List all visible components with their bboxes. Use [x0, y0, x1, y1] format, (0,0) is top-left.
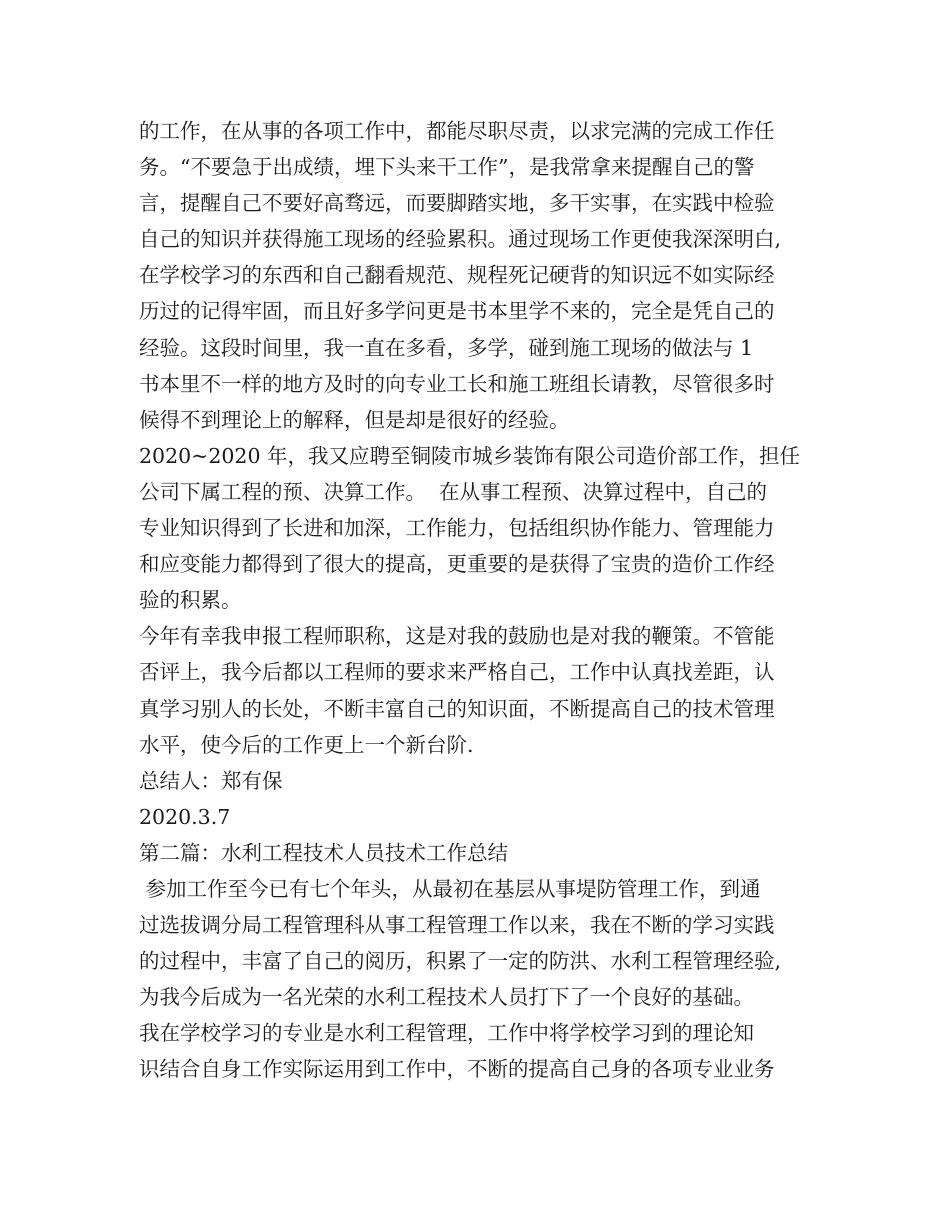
text-line: 公司下属工程的预、决算工作。 在从事工程预、决算过程中，自己的 — [139, 479, 768, 504]
text-line: 过选拔调分局工程管理科从事工程管理工作以来，我在不断的学习实践 — [139, 913, 775, 938]
text-line: 的过程中，丰富了自己的阅历，积累了一定的防洪、水利工程管理经验, — [139, 949, 782, 974]
text-line: 为我今后成为一名光荣的水利工程技术人员打下了一个良好的基础。 — [139, 985, 754, 1010]
text-line: 和应变能力都得到了很大的提高，更重要的是获得了宝贵的造价工作经 — [139, 552, 775, 577]
text-line: 在学校学习的东西和自己翻看规范、规程死记硬背的知识远不如实际经 — [139, 263, 775, 288]
text-line: 的工作，在从事的各项工作中，都能尽职尽责，以求完满的完成工作任 — [139, 119, 775, 143]
text-line: 2020~2020 年，我又应聘至铜陵市城乡装饰有限公司造价部工作，担任 — [139, 443, 801, 468]
text-line: 书本里不一样的地方及时的向专业工长和施工班组长请教，尽管很多时 — [139, 371, 775, 396]
text-line: 务。“不要急于出成绩，埋下头来干工作”，是我常拿来提醒自己的警 — [139, 155, 755, 180]
text-line: 验的积累。 — [139, 588, 242, 613]
text-line: 候得不到理论上的解释，但是却是很好的经验。 — [139, 407, 570, 432]
body-text — [139, 113, 829, 1088]
text-line: 真学习别人的长处，不断丰富自己的知识面，不断提高自己的技术管理 — [139, 696, 775, 721]
text-line: 否评上，我今后都以工程师的要求来严格自己，工作中认真找差距，认 — [139, 660, 775, 685]
text-line: 我在学校学习的专业是水利工程管理，工作中将学校学习到的理论知 — [139, 1021, 754, 1046]
text-line: 今年有幸我申报工程师职称，这是对我的鼓励也是对我的鞭策。不管能 — [139, 624, 775, 649]
text-line: 自己的知识并获得施工现场的经验累积。通过现场工作更使我深深明白, — [139, 227, 782, 252]
section-heading: 第二篇：水利工程技术人员技术工作总结 — [139, 840, 508, 865]
text-line: 水平，使今后的工作更上一个新台阶. — [139, 732, 474, 757]
date-line: 2020.3.7 — [139, 804, 231, 829]
author-line: 总结人：郑有保 — [139, 768, 283, 793]
text-line: 历过的记得牢固，而且好多学问更是书本里学不来的，完全是凭自己的 — [139, 299, 775, 324]
text-line: 言，提醒自己不要好高骛远，而要脚踏实地，多干实事，在实践中检验 — [139, 191, 775, 216]
text-line: 经验。这段时间里，我一直在多看，多学，碰到施工现场的做法与 1 — [139, 335, 754, 360]
text-line: 识结合自身工作实际运用到工作中，不断的提高自己身的各项专业业务 — [139, 1057, 775, 1082]
text-line: 参加工作至今已有七个年头，从最初在基层从事堤防管理工作，到通 — [139, 876, 761, 901]
text-line: 专业知识得到了长进和加深，工作能力，包括组织协作能力、管理能力 — [139, 516, 775, 541]
